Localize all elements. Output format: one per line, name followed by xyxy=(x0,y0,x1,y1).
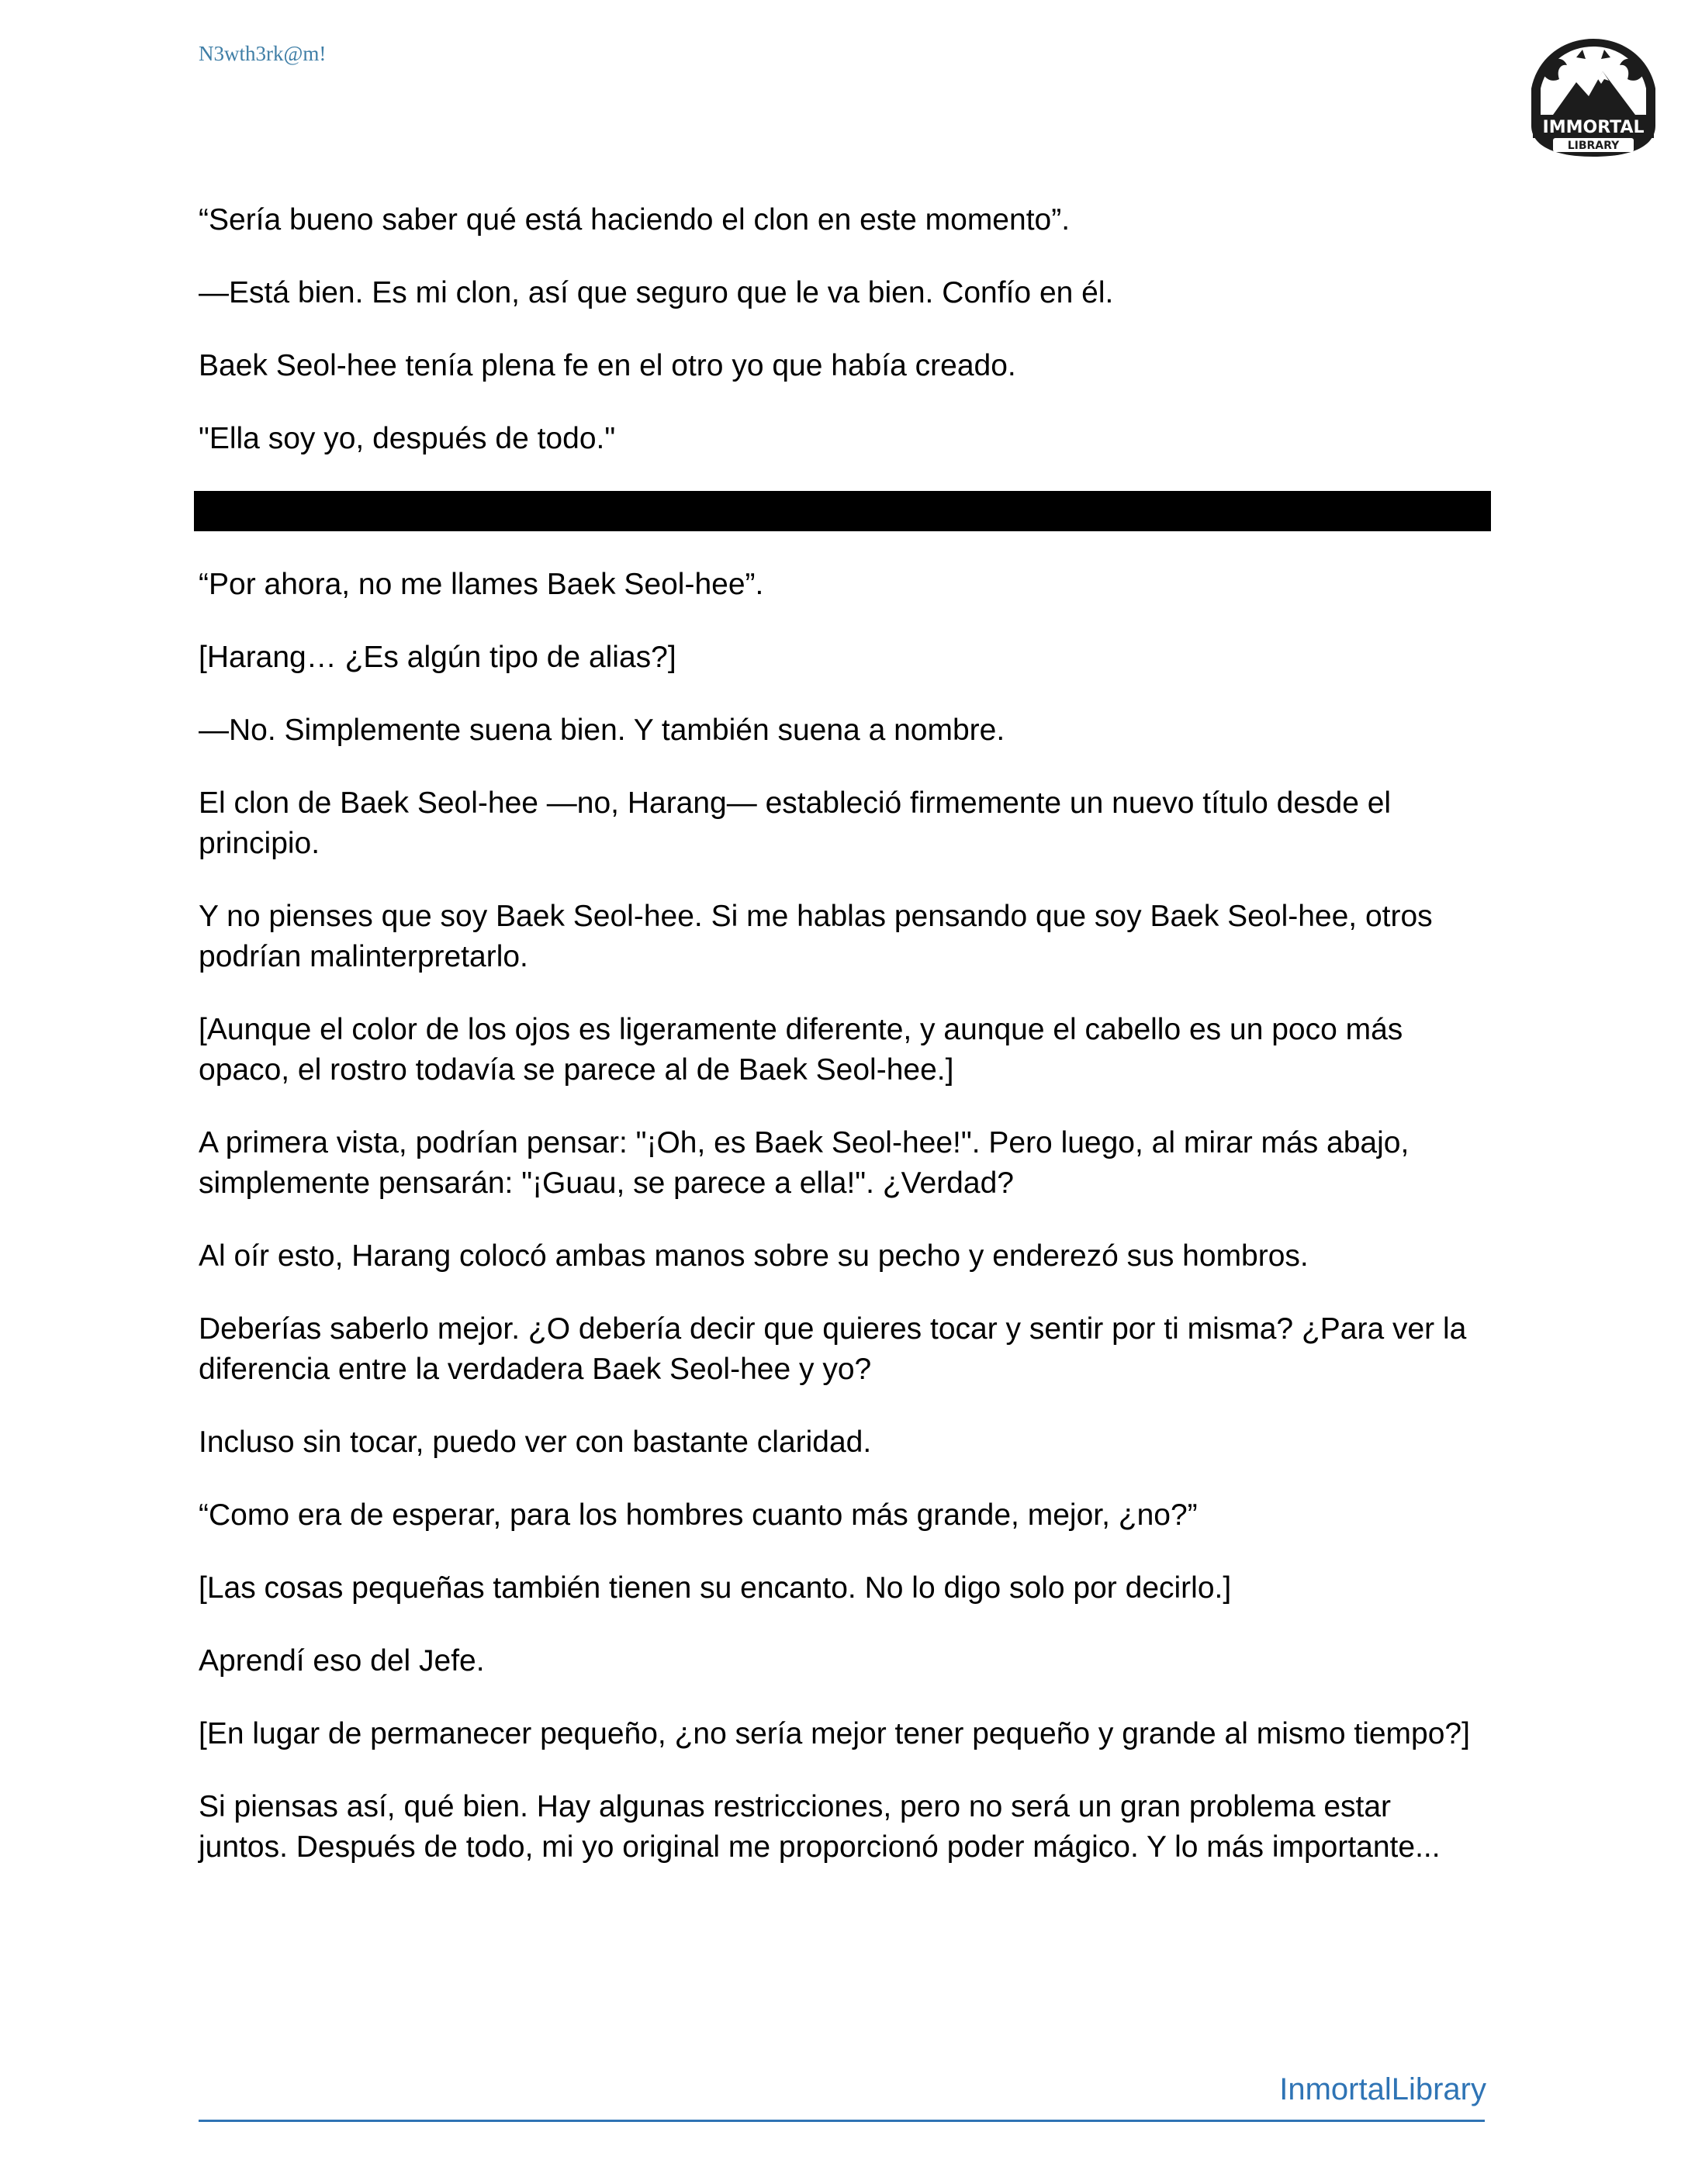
paragraph: —No. Simplemente suena bien. Y también suena a nombre. xyxy=(199,714,1005,747)
paragraph: "Ella soy yo, después de todo." xyxy=(199,422,616,455)
paragraph: El clon de Baek Seol-hee —no, Harang— estableció firmemente un nuevo título desde el principio. xyxy=(199,786,1392,860)
paragraph: —Está bien. Es mi clon, así que seguro que le va bien. Confío en él. xyxy=(199,276,1114,309)
paragraph: Baek Seol-hee tenía plena fe en el otro yo que había creado. xyxy=(199,349,1016,382)
paragraph: A primera vista, podrían pensar: "¡Oh, es Baek Seol-hee!". Pero luego, al mirar más abajo, simplemente pensarán: "¡Guau, se parece a ella!". ¿Verdad? xyxy=(199,1126,1410,1200)
paragraph: “Por ahora, no me llames Baek Seol-hee”. xyxy=(199,568,764,601)
header-watermark: N3wth3rk@m! xyxy=(199,42,327,65)
paragraph: “Sería bueno saber qué está haciendo el clon en este momento”. xyxy=(199,203,1071,237)
paragraph: [Aunque el color de los ojos es ligeramente diferente, y aunque el cabello es un poco más opaco, el rostro todavía se parece al de Baek Seol-hee.] xyxy=(199,1013,1403,1087)
footer-rule xyxy=(199,2120,1485,2122)
footer-link-inmortallibrary[interactable]: InmortalLibrary xyxy=(1279,2072,1486,2106)
immortal-library-logo xyxy=(1522,34,1665,161)
text-block-top xyxy=(199,200,1486,492)
paragraph: Y no pienses que soy Baek Seol-hee. Si me hablas pensando que soy Baek Seol-hee, otros podrían malinterpretarlo. xyxy=(199,900,1433,973)
paragraph: Aprendí eso del Jefe. xyxy=(199,1644,485,1678)
paragraph: [Las cosas pequeñas también tienen su encanto. No lo digo solo por decirlo.] xyxy=(199,1571,1232,1605)
scene-break-bar xyxy=(194,491,1491,531)
paragraph: Si piensas así, qué bien. Hay algunas restricciones, pero no será un gran problema estar juntos. Después de todo, mi yo original me proporcionó poder mágico. Y lo más importante... xyxy=(199,1790,1441,1864)
paragraph: [Harang… ¿Es algún tipo de alias?] xyxy=(199,641,676,674)
text-block-bottom xyxy=(199,565,1486,1900)
paragraph: Incluso sin tocar, puedo ver con bastante claridad. xyxy=(199,1425,872,1459)
paragraph: “Como era de esperar, para los hombres cuanto más grande, mejor, ¿no?” xyxy=(199,1498,1198,1532)
logo-text-bottom: LIBRARY xyxy=(1567,140,1620,152)
paragraph: Deberías saberlo mejor. ¿O debería decir que quieres tocar y sentir por ti misma? ¿Para ver la diferencia entre la verdadera Baek Seol-hee y yo? xyxy=(199,1312,1467,1386)
logo-text-top: IMMORTAL xyxy=(1542,118,1645,137)
paragraph: Al oír esto, Harang colocó ambas manos sobre su pecho y enderezó sus hombros. xyxy=(199,1239,1309,1273)
paragraph: [En lugar de permanecer pequeño, ¿no sería mejor tener pequeño y grande al mismo tiempo?] xyxy=(199,1717,1470,1750)
